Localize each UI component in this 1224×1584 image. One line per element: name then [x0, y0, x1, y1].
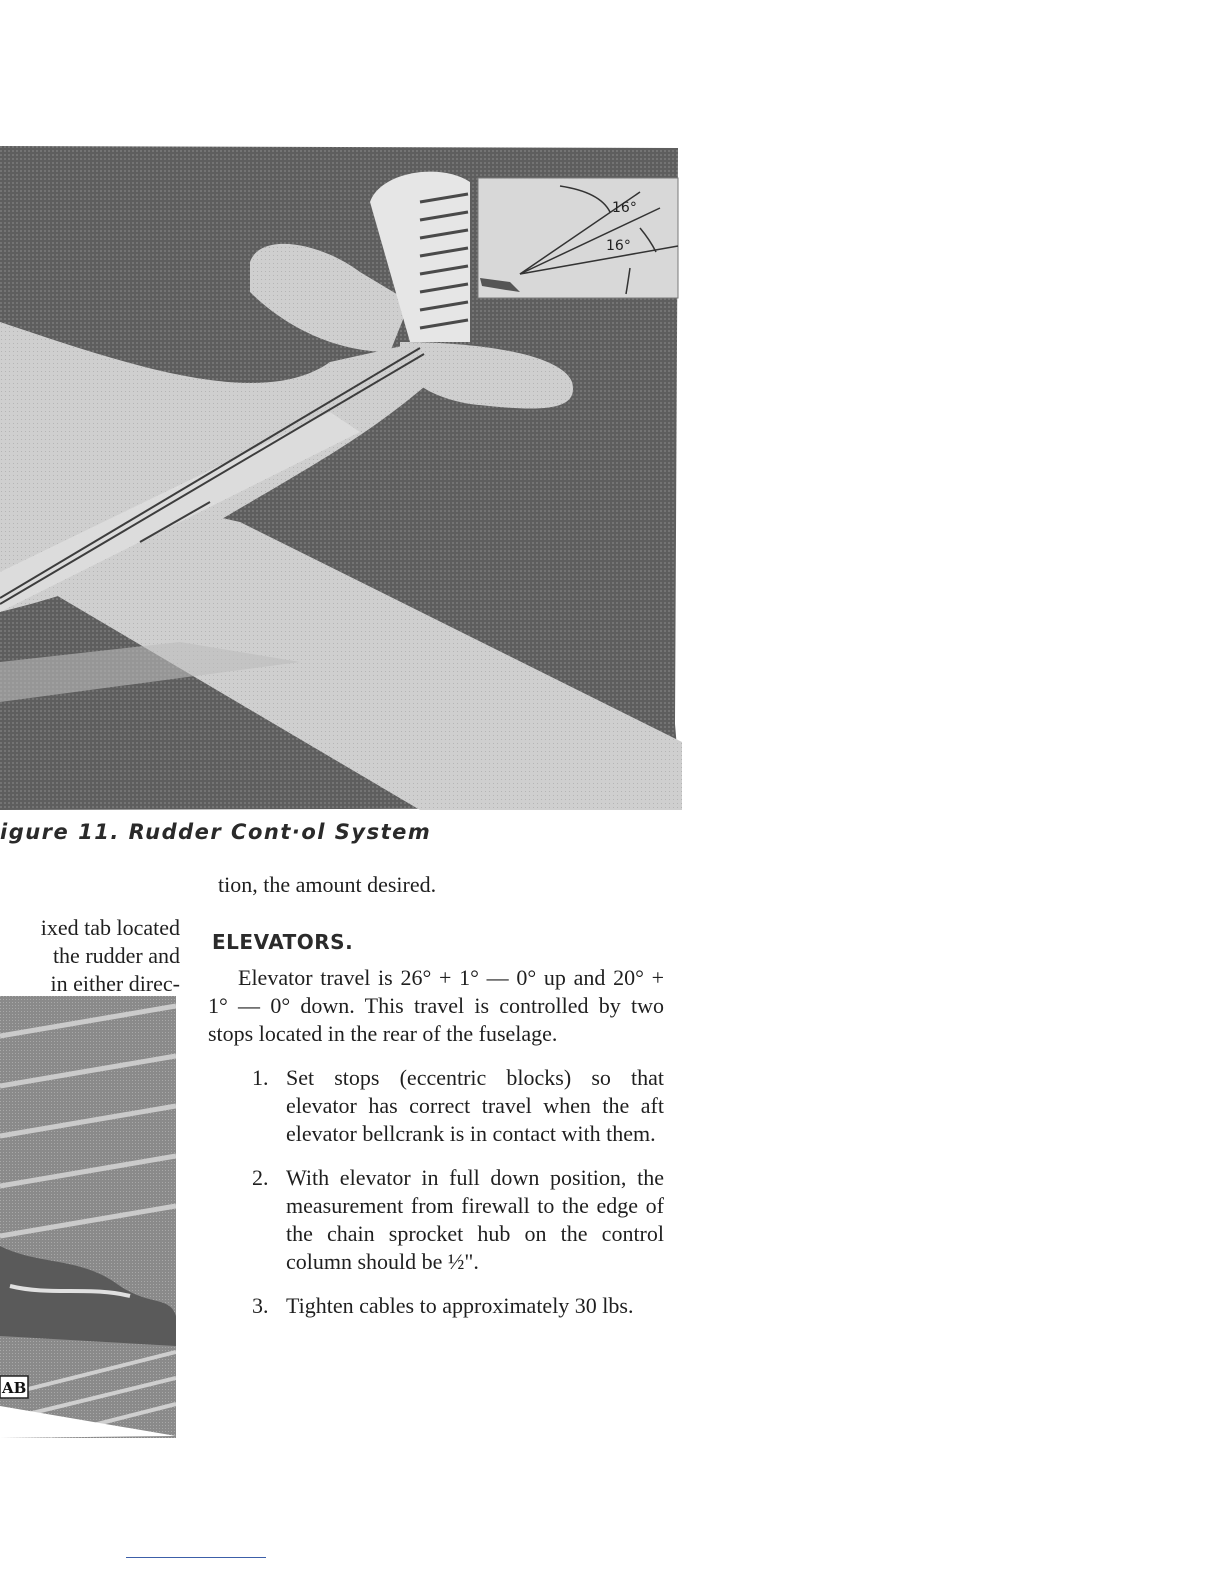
rudder-control-illustration — [0, 142, 682, 810]
list-item — [208, 1164, 664, 1276]
rudder-control-figure — [0, 142, 682, 810]
step-text: Set stops (eccentric blocks) so that elevator has correct travel when the aft elevator bellcrank is in contact with them. — [286, 1065, 664, 1146]
section-heading: ELEVATORS. — [212, 930, 354, 954]
angle-label-lower: 16° — [606, 238, 631, 254]
tab-label: AB — [2, 1379, 27, 1397]
trim-tab-illustration — [0, 996, 176, 1438]
trim-tab-photo — [0, 996, 176, 1438]
step-number: 3. — [252, 1293, 269, 1318]
intro-paragraph: Elevator travel is 26° + 1° — 0° up and 20° + 1° — 0° down. This travel is controlled by two stops located in the rear of the fuselage. — [208, 965, 664, 1046]
footnote-rule — [126, 1557, 266, 1558]
step-text: Tighten cables to approximately 30 lbs. — [286, 1293, 634, 1318]
list-item — [208, 1064, 664, 1148]
left-column-text: ixed tab located the rudder and in either direc- — [40, 915, 180, 996]
list-item — [208, 1292, 664, 1320]
continuation-line: tion, the amount desired. — [218, 872, 437, 897]
steps-list — [208, 1064, 664, 1320]
right-column — [208, 870, 664, 1336]
step-number: 1. — [252, 1065, 269, 1090]
angle-label-upper: 16° — [612, 200, 637, 216]
step-number: 2. — [252, 1165, 269, 1190]
step-text: With elevator in full down position, the measurement from firewall to the edge of the chain sprocket hub on the control column should be ½". — [286, 1165, 664, 1274]
figure-caption: igure 11. Rudder Cont·ol System — [0, 820, 432, 844]
